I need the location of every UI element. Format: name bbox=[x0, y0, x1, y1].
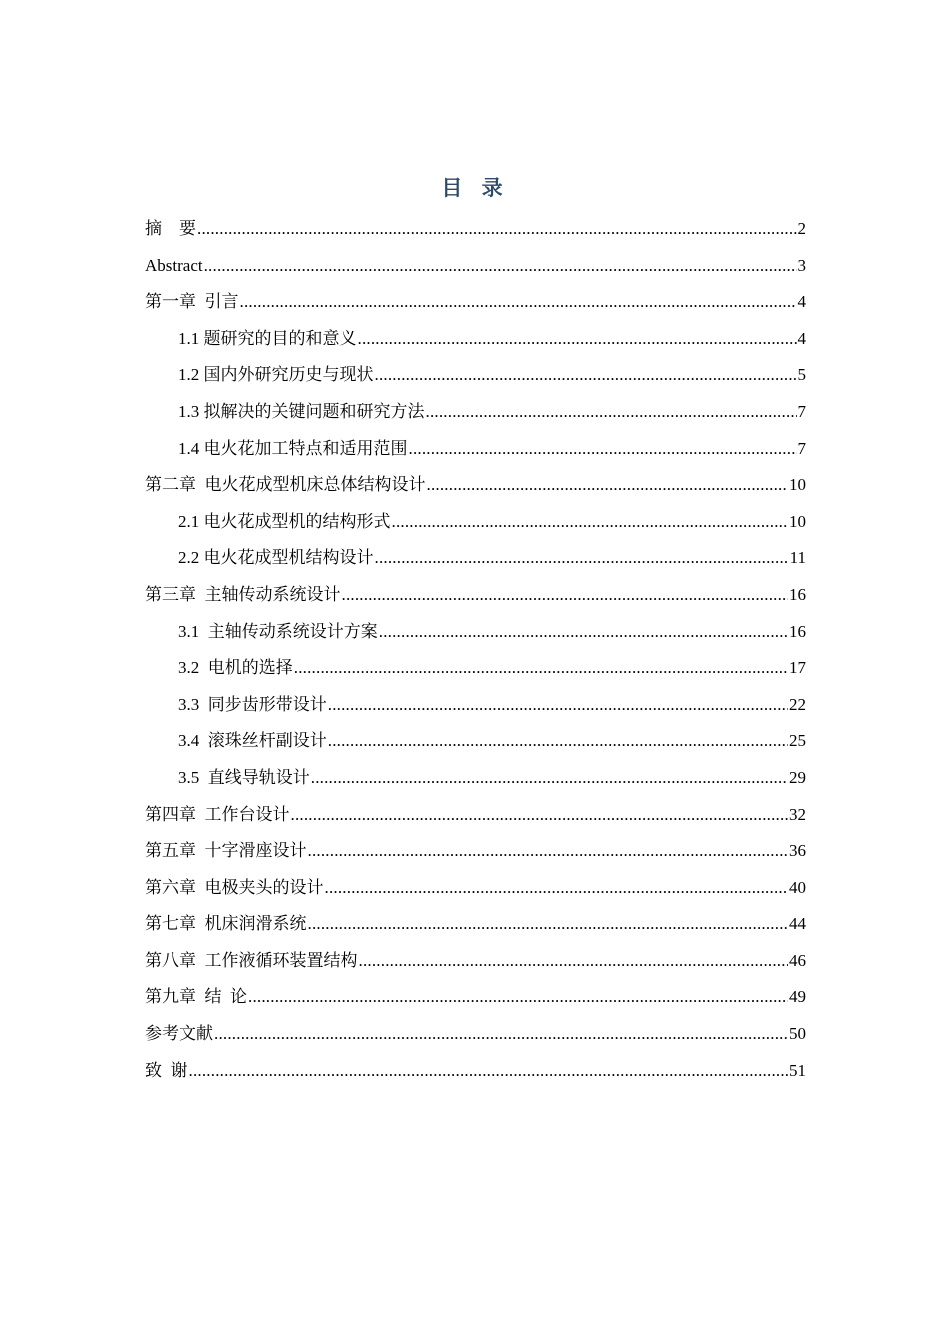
toc-leader-dots bbox=[426, 394, 797, 431]
toc-leader-dots bbox=[294, 650, 788, 687]
toc-title: 目 录 bbox=[441, 176, 509, 200]
toc-leader-dots bbox=[375, 357, 797, 394]
toc-entry-label: 2.2 电火花成型机结构设计 bbox=[178, 548, 374, 568]
toc-entry-page: 16 bbox=[789, 621, 806, 641]
toc-entry-page: 3 bbox=[797, 255, 806, 275]
toc-entry[interactable] bbox=[145, 760, 806, 797]
toc-entry-page: 25 bbox=[789, 731, 806, 751]
toc-entry[interactable] bbox=[145, 540, 806, 577]
toc-leader-dots bbox=[325, 870, 789, 907]
toc-entry[interactable] bbox=[145, 321, 806, 358]
toc-entry-page: 10 bbox=[789, 475, 806, 495]
toc-entry-label: 参考文献 bbox=[145, 1024, 213, 1044]
toc-leader-dots bbox=[291, 797, 789, 834]
toc-entry-page: 49 bbox=[789, 987, 806, 1007]
toc-entry-label: 致 谢 bbox=[145, 1060, 188, 1080]
toc-entry[interactable] bbox=[145, 797, 806, 834]
toc-entry-page: 46 bbox=[789, 950, 806, 970]
toc-entry-label: 3.1 主轴传动系统设计方案 bbox=[178, 621, 378, 641]
toc-entry[interactable] bbox=[145, 687, 806, 724]
toc-entry-label: 第七章 机床润滑系统 bbox=[145, 914, 307, 934]
toc-entry[interactable] bbox=[145, 833, 806, 870]
toc-leader-dots bbox=[308, 906, 789, 943]
toc-entry-label: 第九章 结 论 bbox=[145, 987, 247, 1007]
toc-entry[interactable] bbox=[145, 650, 806, 687]
toc-entry-page: 44 bbox=[789, 914, 806, 934]
toc-entry-label: 第四章 工作台设计 bbox=[145, 804, 290, 824]
toc-leader-dots bbox=[311, 760, 788, 797]
toc-entry[interactable] bbox=[145, 906, 806, 943]
toc-entry-page: 32 bbox=[789, 804, 806, 824]
toc-leader-dots bbox=[427, 467, 789, 504]
toc-leader-dots bbox=[189, 1053, 789, 1090]
toc-entry[interactable] bbox=[145, 284, 806, 321]
toc-leader-dots bbox=[358, 321, 797, 358]
toc-entry[interactable] bbox=[145, 211, 806, 248]
toc-entry-label: Abstract bbox=[145, 255, 203, 275]
toc-entry[interactable] bbox=[145, 614, 806, 651]
toc-list bbox=[145, 211, 806, 1089]
toc-entry-page: 40 bbox=[789, 877, 806, 897]
toc-entry-page: 10 bbox=[789, 511, 806, 531]
toc-entry[interactable] bbox=[145, 979, 806, 1016]
toc-entry-page: 17 bbox=[789, 658, 806, 678]
toc-leader-dots bbox=[197, 211, 797, 248]
toc-entry-label: 1.2 国内外研究历史与现状 bbox=[178, 365, 374, 385]
toc-entry-label: 第二章 电火花成型机床总体结构设计 bbox=[145, 475, 426, 495]
toc-entry-page: 22 bbox=[789, 694, 806, 714]
toc-entry-label: 第一章 引言 bbox=[145, 292, 239, 312]
toc-leader-dots bbox=[359, 943, 789, 980]
toc-leader-dots bbox=[375, 540, 789, 577]
toc-entry[interactable] bbox=[145, 467, 806, 504]
toc-entry-label: 摘 要 bbox=[145, 219, 196, 238]
toc-entry[interactable] bbox=[145, 357, 806, 394]
toc-entry-page: 7 bbox=[797, 438, 806, 458]
toc-entry-page: 2 bbox=[797, 219, 806, 238]
toc-entry-label: 1.4 电火花加工特点和适用范围 bbox=[178, 438, 408, 458]
toc-entry-page: 50 bbox=[789, 1024, 806, 1044]
toc-entry-label: 2.1 电火花成型机的结构形式 bbox=[178, 511, 391, 531]
toc-leader-dots bbox=[379, 614, 788, 651]
toc-leader-dots bbox=[328, 687, 788, 724]
toc-leader-dots bbox=[214, 1016, 788, 1053]
toc-entry-label: 第三章 主轴传动系统设计 bbox=[145, 584, 341, 604]
toc-entry-label: 3.4 滚珠丝杆副设计 bbox=[178, 731, 327, 751]
toc-entry-label: 第八章 工作液循环装置结构 bbox=[145, 950, 358, 970]
toc-entry[interactable] bbox=[145, 1016, 806, 1053]
toc-entry-page: 16 bbox=[789, 584, 806, 604]
toc-entry[interactable] bbox=[145, 394, 806, 431]
toc-entry-page: 7 bbox=[797, 401, 806, 421]
toc-leader-dots bbox=[240, 284, 797, 321]
toc-entry[interactable] bbox=[145, 431, 806, 468]
toc-entry[interactable] bbox=[145, 577, 806, 614]
toc-entry-page: 11 bbox=[789, 548, 806, 568]
toc-leader-dots bbox=[308, 833, 789, 870]
toc-entry-page: 4 bbox=[797, 292, 806, 312]
toc-entry[interactable] bbox=[145, 943, 806, 980]
toc-entry-label: 第六章 电极夹头的设计 bbox=[145, 877, 324, 897]
toc-entry-page: 51 bbox=[789, 1060, 806, 1080]
toc-entry[interactable] bbox=[145, 1053, 806, 1090]
toc-entry[interactable] bbox=[145, 248, 806, 285]
toc-entry-label: 3.5 直线导轨设计 bbox=[178, 767, 310, 787]
toc-leader-dots bbox=[409, 431, 797, 468]
toc-entry-page: 4 bbox=[797, 328, 806, 348]
toc-entry-label: 1.3 拟解决的关键问题和研究方法 bbox=[178, 401, 425, 421]
toc-entry[interactable] bbox=[145, 723, 806, 760]
toc-entry[interactable] bbox=[145, 870, 806, 907]
toc-entry[interactable] bbox=[145, 504, 806, 541]
toc-entry-label: 第五章 十字滑座设计 bbox=[145, 841, 307, 861]
toc-entry-page: 36 bbox=[789, 841, 806, 861]
toc-entry-label: 3.3 同步齿形带设计 bbox=[178, 694, 327, 714]
toc-leader-dots bbox=[204, 248, 797, 285]
toc-leader-dots bbox=[248, 979, 788, 1016]
toc-entry-page: 5 bbox=[797, 365, 806, 385]
toc-entry-page: 29 bbox=[789, 767, 806, 787]
toc-leader-dots bbox=[328, 723, 788, 760]
toc-entry-label: 3.2 电机的选择 bbox=[178, 658, 293, 678]
toc-leader-dots bbox=[342, 577, 789, 614]
toc-entry-label: 1.1 题研究的目的和意义 bbox=[178, 328, 357, 348]
toc-leader-dots bbox=[392, 504, 789, 541]
